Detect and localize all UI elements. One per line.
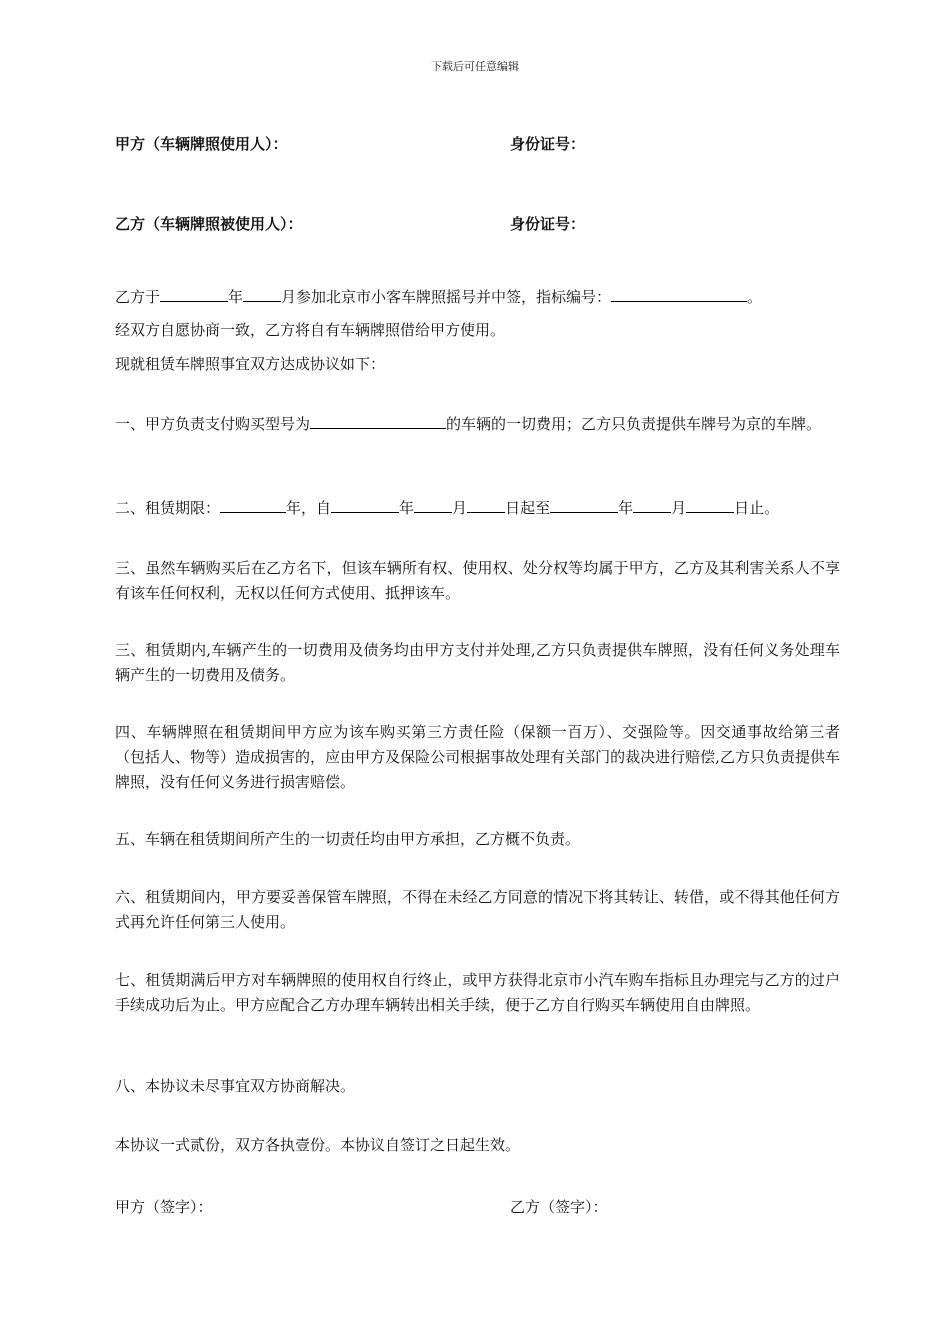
clause-6: 六、租赁期间内，甲方要妥善保管车牌照，不得在未经乙方同意的情况下将其转让、转借，或不得其他任何方式再允许任何第三人使用。	[115, 888, 840, 931]
vehicle-model-blank[interactable]	[310, 414, 446, 429]
clause-3b: 三、租赁期内,车辆产生的一切费用及债务均由甲方支付并处理,乙方只负责提供车牌照，没有任何义务处理车辆产生的一切费用及债务。	[115, 641, 840, 684]
start-day-blank[interactable]	[467, 498, 505, 513]
clause-2	[115, 496, 840, 521]
clause-text: 月	[671, 499, 687, 517]
clause-8: 八、本协议未尽事宜双方协商解决。	[115, 1077, 356, 1095]
term-years-blank[interactable]	[220, 498, 286, 513]
party-b-id-label: 身份证号：	[510, 215, 586, 233]
clause-effective: 本协议一式贰份，双方各执壹份。本协议自签订之日起生效。	[115, 1136, 521, 1154]
clause-1	[115, 412, 840, 437]
clause-text: 日止。	[734, 499, 780, 517]
quota-number-blank[interactable]	[611, 287, 747, 302]
party-a-id-label: 身份证号：	[510, 135, 586, 153]
clause-4: 四、车辆牌照在租赁期间甲方应为该车购买第三方责任险（保额一百万）、交强险等。因交通事故给第三者（包括人、物等）造成损害的，应由甲方及保险公司根据事故处理有关部门的裁决进行赔偿,乙方只负责提供车牌照，没有任何义务进行损害赔偿。	[115, 723, 840, 791]
clause-text: 一、甲方负责支付购买型号为	[115, 415, 311, 433]
start-year-blank[interactable]	[331, 498, 399, 513]
clause-text: 的车辆的一切费用；乙方只负责提供车牌号为京的车牌。	[446, 415, 822, 433]
signature-party-a: 甲方（签字）：	[115, 1198, 213, 1216]
clause-text: 年	[618, 499, 634, 517]
start-month-blank[interactable]	[414, 498, 452, 513]
clause-5: 五、车辆在租赁期间所产生的一切责任均由甲方承担，乙方概不负责。	[115, 830, 581, 848]
clause-text: 年	[399, 499, 415, 517]
intro-text: 月参加北京市小客车牌照摇号并中签，指标编号：	[281, 288, 612, 306]
clause-text: 年，自	[286, 499, 332, 517]
clause-7: 七、租赁期满后甲方对车辆牌照的使用权自行终止，或甲方获得北京市小汽车购车指标且办理完与乙方的过户手续成功后为止。甲方应配合乙方办理车辆转出相关手续，便于乙方自行购买车辆使用自由牌照。	[115, 971, 840, 1014]
end-month-blank[interactable]	[633, 498, 671, 513]
intro-line-3: 现就租赁车牌照事宜双方达成协议如下：	[115, 355, 386, 373]
clause-text: 日起至	[505, 499, 551, 517]
clause-text: 二、租赁期限：	[115, 499, 221, 517]
page-header: 下载后可任意编辑	[431, 60, 519, 73]
month-blank[interactable]	[243, 287, 281, 302]
party-b-label: 乙方（车辆牌照被使用人）：	[115, 215, 303, 233]
intro-line-1	[115, 285, 840, 310]
intro-text: 。	[747, 288, 763, 306]
end-year-blank[interactable]	[550, 498, 618, 513]
clause-3: 三、虽然车辆购买后在乙方名下，但该车辆所有权、使用权、处分权等均属于甲方，乙方及其利害关系人不享有该车任何权利，无权以任何方式使用、抵押该车。	[115, 559, 840, 602]
clause-text: 月	[452, 499, 468, 517]
intro-text: 乙方于	[115, 288, 161, 306]
end-day-blank[interactable]	[686, 498, 734, 513]
party-a-label: 甲方（车辆牌照使用人）：	[115, 135, 288, 153]
year-blank[interactable]	[160, 287, 228, 302]
intro-line-2: 经双方自愿协商一致，乙方将自有车辆牌照借给甲方使用。	[115, 321, 506, 339]
signature-party-b: 乙方（签字）：	[510, 1198, 608, 1216]
intro-text: 年	[228, 288, 244, 306]
